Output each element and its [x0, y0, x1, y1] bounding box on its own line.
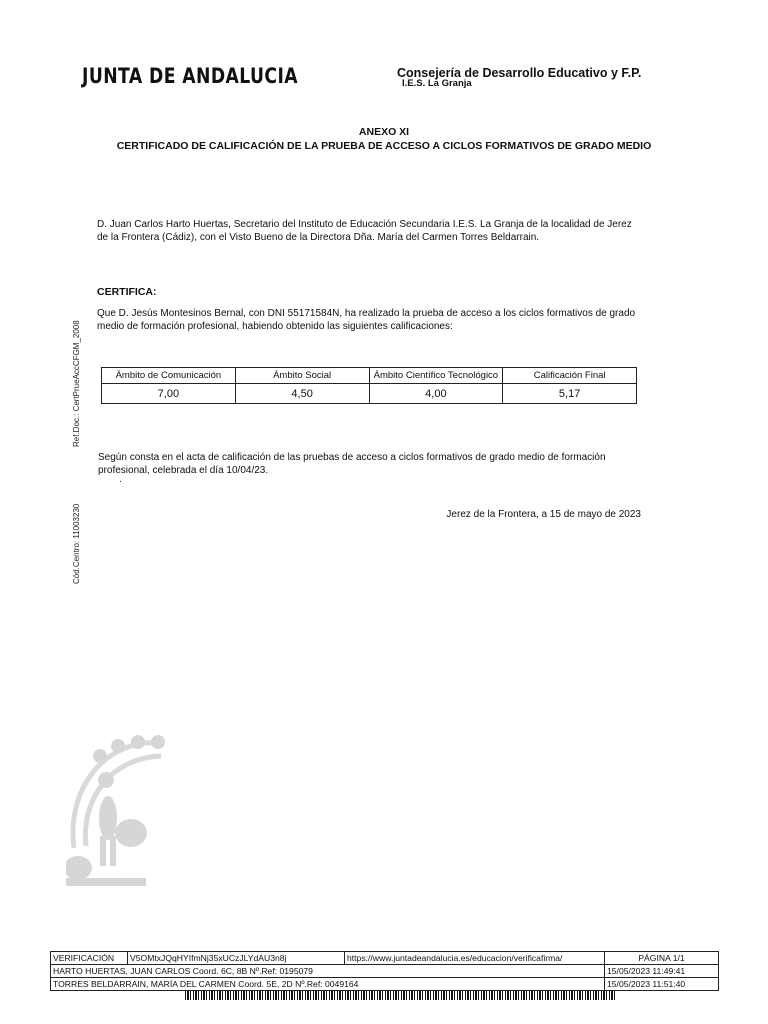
school-name: I.E.S. La Granja [402, 78, 472, 89]
grades-header-row [102, 368, 637, 384]
document-title: CERTIFICADO DE CALIFICACIÓN DE LA PRUEBA DE ACCESO A CICLOS FORMATIVOS DE GRADO MEDIO [116, 140, 652, 152]
footer-row-signer2 [51, 978, 719, 991]
grades-value-row [102, 384, 637, 404]
footer-row-signer1 [51, 965, 719, 978]
signer2-info: TORRES BELDARRAIN, MARÍA DEL CARMEN Coord. 5E, 2D Nº.Ref: 0049164 [51, 978, 605, 991]
intro-paragraph: D. Juan Carlos Harto Huertas, Secretario del Instituto de Educación Secundaria I.E.S. La Granja de la localidad de Jerez de la Frontera (Cádiz), con el Visto Bueno de la Directora Dña. María del Carmen Torres Beldarrain. [97, 219, 632, 243]
certifica-heading: CERTIFICA: [97, 286, 157, 298]
place-date: Jerez de la Frontera, a 15 de mayo de 2023 [446, 509, 641, 520]
doc-ref-side-text: Ref.Doc.: CertPrueAccCFGM_2008 [72, 320, 81, 447]
verification-footer [50, 951, 719, 991]
value-comunicacion: 7,00 [102, 384, 236, 404]
andalucia-emblem-watermark [66, 728, 176, 898]
footer-row-verification [51, 952, 719, 965]
header-comunicacion: Ámbito de Comunicación [102, 368, 236, 384]
barcode [185, 991, 615, 1000]
verification-code: V5OMtxJQqHYIfmNj35xUCzJLYdAU3n8j [128, 952, 345, 965]
statement-paragraph: Que D. Jesús Montesinos Bernal, con DNI 55171584N, ha realizado la prueba de acceso a los ciclos formativos de grado medio de formación profesional, habiendo obtenido las siguientes calificaciones: [97, 308, 636, 332]
value-final: 5,17 [503, 384, 637, 404]
page-number: PÁGINA 1/1 [605, 952, 719, 965]
header-cientifico: Ámbito Científico Tecnológico [369, 368, 503, 384]
verification-label: VERIFICACIÓN [51, 952, 128, 965]
junta-de-andalucia-logo: JUNTA DE ANDALUCIA [82, 64, 299, 88]
header-final: Calificación Final [503, 368, 637, 384]
signer1-info: HARTO HUERTAS, JUAN CARLOS Coord. 6C, 8B Nº.Ref: 0195079 [51, 965, 605, 978]
value-cientifico: 4,00 [369, 384, 503, 404]
value-social: 4,50 [235, 384, 369, 404]
annex-label: ANEXO XI [358, 126, 410, 138]
dot-mark: . [119, 474, 122, 485]
verification-url[interactable]: https://www.juntadeandalucia.es/educacion/verificafirma/ [345, 952, 605, 965]
header-social: Ámbito Social [235, 368, 369, 384]
department-name: Consejería de Desarrollo Educativo y F.P. [397, 66, 642, 80]
signer2-date: 15/05/2023 11:51:40 [605, 978, 719, 991]
center-code-side-text: Cód.Centro: 11003230 [72, 503, 81, 584]
closing-paragraph: Según consta en el acta de calificación de las pruebas de acceso a ciclos formativos de grado medio de formación profesional, celebrada el día 10/04/23. [98, 452, 606, 476]
signer1-date: 15/05/2023 11:49:41 [605, 965, 719, 978]
grades-table [101, 367, 637, 404]
